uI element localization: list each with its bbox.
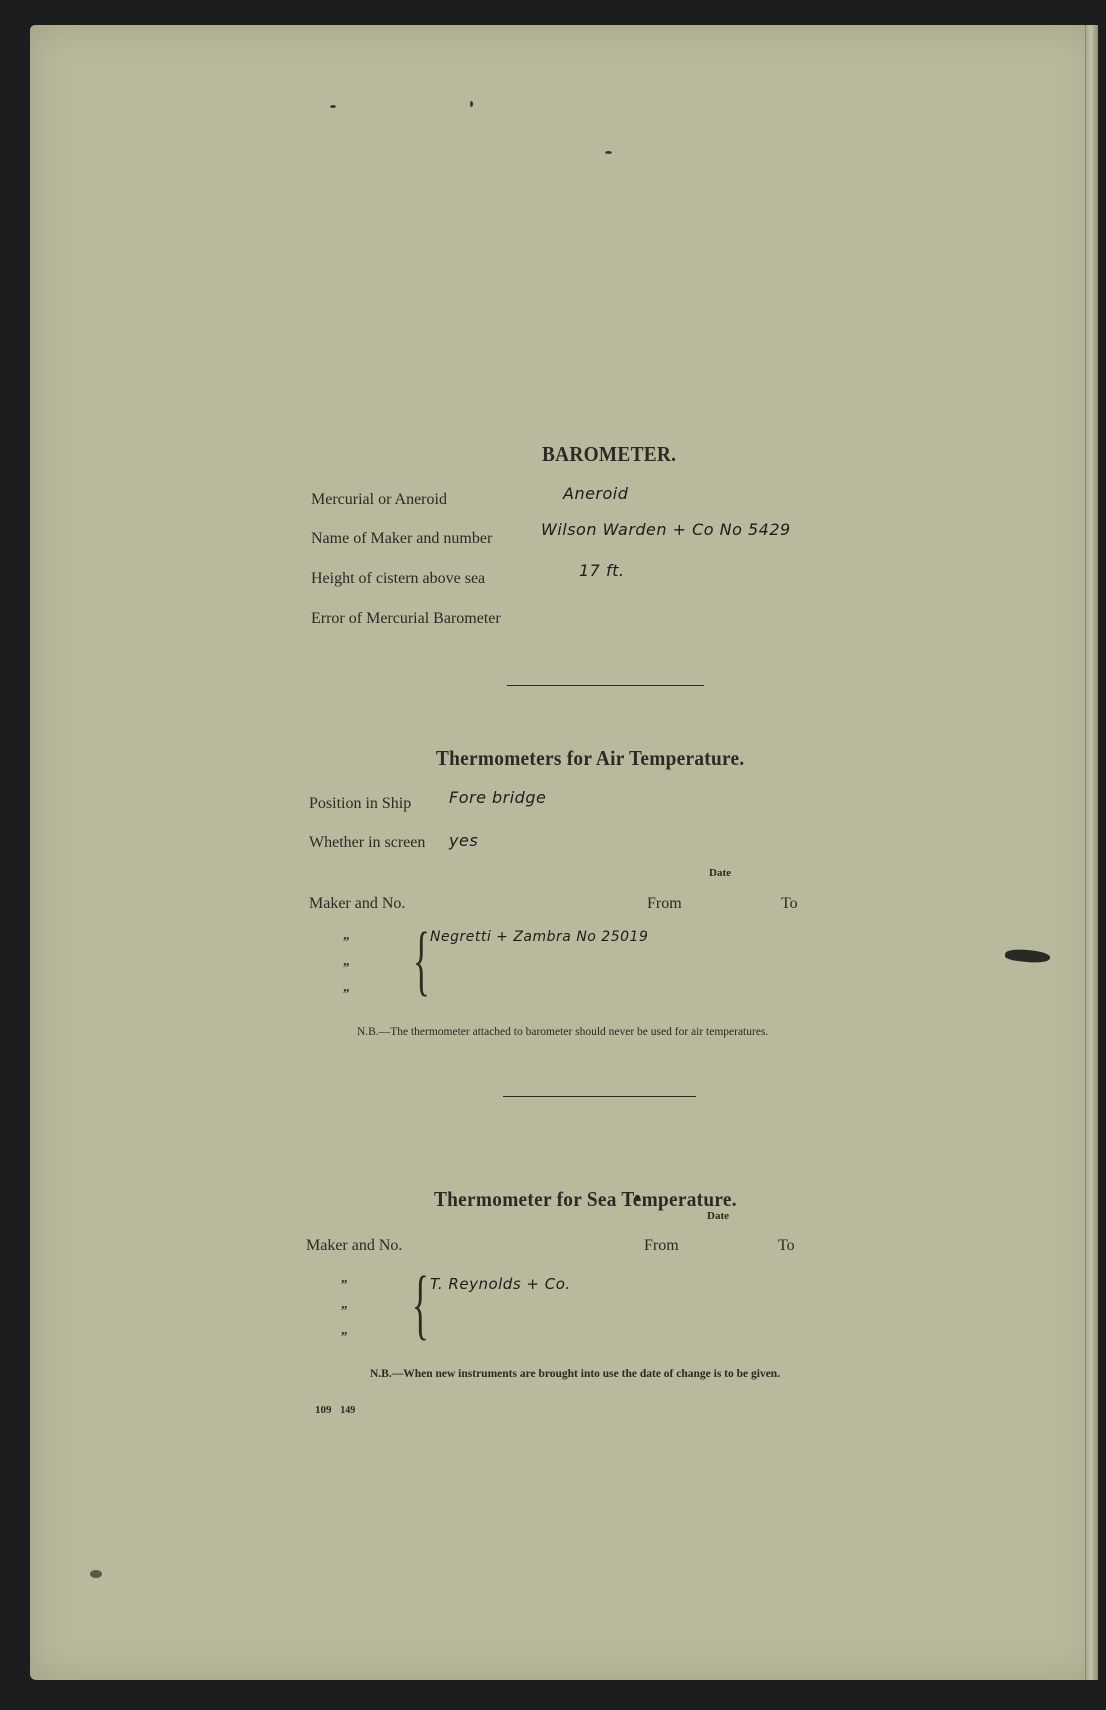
mercurial-value: Aneroid [563, 484, 629, 503]
ink-speck [605, 151, 612, 154]
screen-label: Whether in screen [309, 834, 426, 851]
mercurial-label: Mercurial or Aneroid [311, 491, 447, 508]
air-ditto-3: „ [343, 979, 350, 994]
air-from-label: From [647, 895, 682, 912]
position-in-ship-value: Fore bridge [449, 788, 547, 807]
cistern-height-value: 17 ft. [579, 561, 625, 580]
ink-speck [90, 1570, 102, 1578]
mercurial-error-label: Error of Mercurial Barometer [311, 610, 501, 627]
maker-number-label: Name of Maker and number [311, 530, 493, 547]
sea-ditto-3: „ [341, 1322, 348, 1337]
sea-maker-label: Maker and No. [306, 1237, 403, 1254]
form-number-sub: 149 [340, 1405, 356, 1416]
form-number [315, 1404, 355, 1416]
sea-maker-entry: T. Reynolds + Co. [430, 1275, 571, 1293]
page-edge [1085, 25, 1098, 1680]
form-number-main: 109 [315, 1404, 332, 1416]
sea-to-label: To [778, 1237, 795, 1254]
air-ditto-2: „ [343, 953, 350, 968]
air-maker-entry: Negretti + Zambra No 25019 [430, 929, 649, 945]
position-in-ship-label: Position in Ship [309, 795, 412, 812]
air-brace: { [413, 916, 430, 1003]
section-divider [507, 685, 704, 686]
air-to-label: To [781, 895, 798, 912]
ink-speck [330, 105, 336, 108]
ink-speck [470, 101, 473, 107]
air-note: N.B.—The thermometer attached to barometer should never be used for air temperatures. [357, 1026, 769, 1038]
barometer-title: BAROMETER. [542, 442, 677, 466]
ink-blot [1004, 948, 1050, 965]
air-thermometers-title: Thermometers for Air Temperature. [436, 746, 745, 770]
screen-value: yes [449, 831, 479, 850]
sea-ditto-1: „ [341, 1270, 348, 1285]
cistern-height-label: Height of cistern above sea [311, 570, 486, 587]
sea-brace: { [412, 1260, 429, 1347]
sea-ditto-2: „ [341, 1296, 348, 1311]
document-page [30, 25, 1098, 1680]
sea-date-header: Date [707, 1210, 729, 1222]
sea-note: N.B.—When new instruments are brought into use the date of change is to be given. [370, 1368, 781, 1380]
sea-from-label: From [644, 1237, 679, 1254]
maker-number-value: Wilson Warden + Co No 5429 [541, 520, 791, 539]
sea-thermometer-title: Thermometer for Sea Temperature. [434, 1187, 737, 1211]
air-date-header: Date [709, 867, 731, 879]
air-maker-label: Maker and No. [309, 895, 406, 912]
section-divider [503, 1096, 696, 1097]
air-ditto-1: „ [343, 927, 350, 942]
